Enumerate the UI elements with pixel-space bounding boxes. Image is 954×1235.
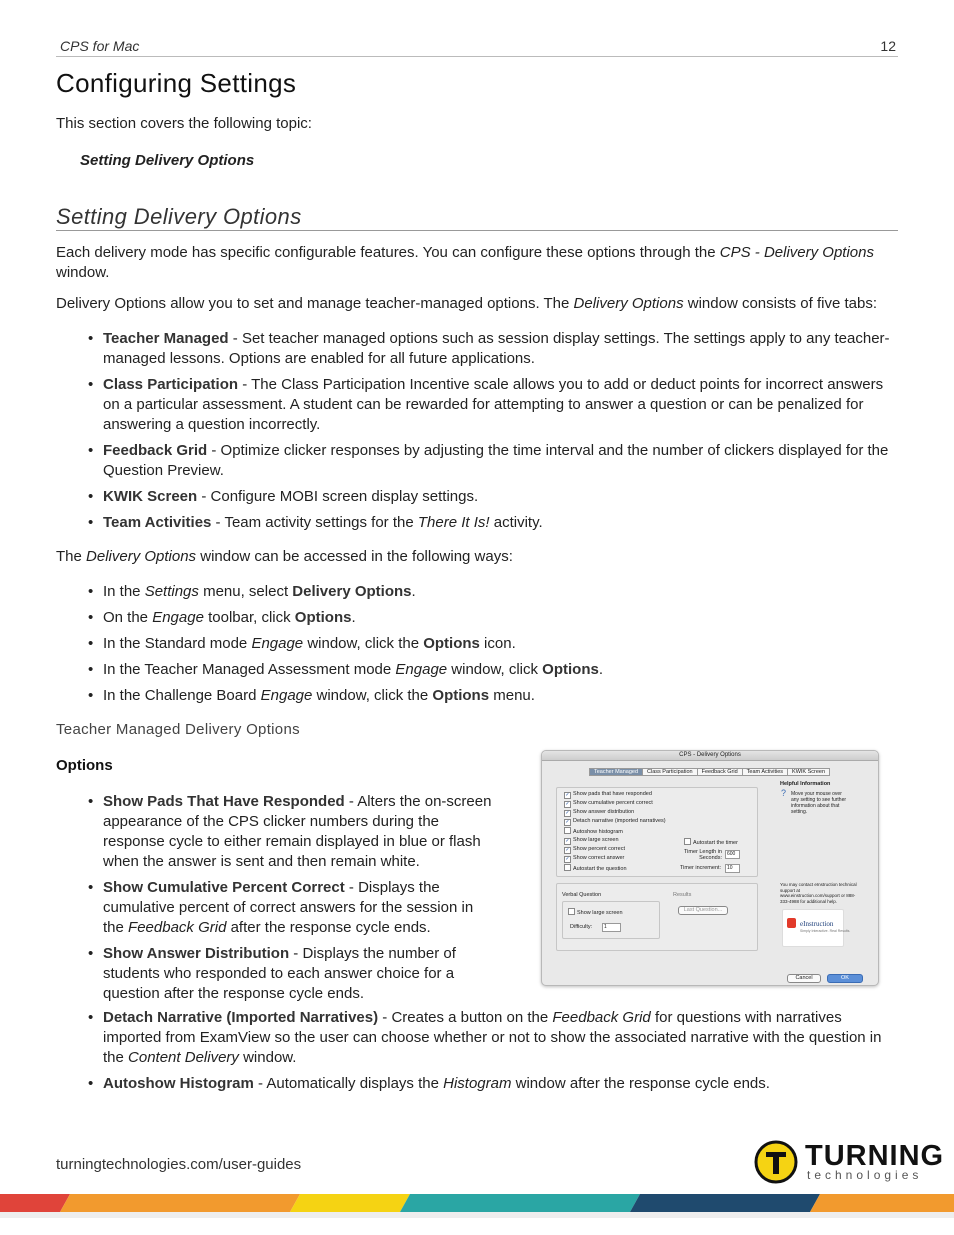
section-intro: This section covers the following topic: [56, 115, 312, 132]
checkbox-show-pads[interactable]: ✓ Show pads that have responded [565, 791, 652, 798]
list-item: • In the Standard mode Engage window, click the Options icon. [88, 635, 516, 652]
checkbox-autoshow-histogram[interactable]: Autoshow histogram [564, 827, 623, 836]
paragraph-five-tabs: Delivery Options allow you to set and manage teacher-managed options. The Delivery Options window consists of five tabs: [56, 295, 877, 312]
list-item: • Show Answer Distribution - Displays the number of students who responded to each answer choice for a question after the response cycle ends. [88, 945, 456, 1002]
header-rule [56, 56, 898, 57]
topic-link-setting-delivery-options[interactable]: Setting Delivery Options [80, 152, 255, 169]
helpful-info-text: Move your mouse over any setting to see further information about that setting. [791, 791, 847, 815]
paragraph-delivery-modes: Each delivery mode has specific configurable features. You can configure these options through the CPS - Delivery Options window. [56, 244, 874, 281]
verbal-question-label: Verbal Question [562, 892, 602, 898]
checkbox-cumulative-percent[interactable]: ✓ Show cumulative percent correct [565, 800, 653, 807]
timer-length-label: Timer Length in Seconds: [683, 849, 722, 861]
teacher-managed-heading: Teacher Managed Delivery Options [56, 721, 300, 738]
tab-class-participation[interactable]: Class Participation [642, 768, 698, 776]
checkbox-autostart-question[interactable]: Autostart the question [564, 864, 627, 873]
ok-button[interactable]: OK [827, 974, 863, 983]
brand-name: eInstruction [800, 920, 834, 928]
footer-link[interactable]: turningtechnologies.com/user-guides [56, 1156, 302, 1173]
contact-text: You may contact eInstruction technical support at www.einstruction.com/support or 888-333-4988 for additional help. [780, 882, 857, 904]
checkbox-detach-narrative[interactable]: ✓ Detach narrative (imported narratives) [565, 818, 666, 825]
timer-increment-label: Timer increment: [680, 865, 722, 871]
list-item: • On the Engage toolbar, click Options. [88, 609, 356, 626]
stripe-shadow [0, 1212, 954, 1218]
checkbox-show-percent-correct[interactable]: ✓ Show percent correct [565, 846, 625, 853]
turning-logo-icon [754, 1138, 802, 1186]
options-heading: Options [56, 757, 113, 774]
window-title: CPS - Delivery Options [542, 751, 878, 761]
list-item: • Show Pads That Have Responded - Alters the on-screen appearance of the CPS clicker numbers during the response cycle to either remain displayed in blue or flash when the answer is sent and then remain white. [88, 793, 492, 870]
tab-kwik-screen[interactable]: KWIK Screen [787, 768, 830, 776]
list-item: • Team Activities - Team activity settings for the There It Is! activity. [88, 514, 543, 531]
difficulty-select[interactable]: 1 [602, 923, 621, 932]
list-item: • Autoshow Histogram - Automatically displays the Histogram window after the response cycle ends. [88, 1075, 770, 1092]
list-item: • Teacher Managed - Set teacher managed options such as session display settings. The settings apply to any teacher-managed lessons. Options are enabled for all future applications. [88, 330, 890, 367]
cancel-button[interactable]: Cancel [787, 974, 821, 983]
list-item: • KWIK Screen - Configure MOBI screen display settings. [88, 488, 479, 505]
section-title: Configuring Settings [56, 68, 297, 98]
brand-tagline: Simply Interactive. Real Results. [800, 929, 851, 933]
list-item: • Class Participation - The Class Participation Incentive scale allows you to add or deduct points for incorrect answers on a particular assessment. A student can be rewarded for attempting to answer a question or can be penalized for answering a question incorrectly. [88, 376, 884, 433]
difficulty-label: Difficulty: [570, 924, 593, 930]
tabs-list [56, 329, 898, 539]
timer-increment-input[interactable]: 10 [725, 864, 740, 873]
options-list-wide [56, 1008, 898, 1100]
list-item: • Show Cumulative Percent Correct - Displays the cumulative percent of correct answers for the session in the Feedback Grid after the response cycle ends. [88, 879, 474, 936]
window-tabs [589, 768, 829, 776]
access-list [56, 582, 898, 712]
checkbox-autostart-timer[interactable]: Autostart the timer [684, 838, 738, 847]
logo-wordmark: TURNING [805, 1140, 945, 1172]
verbal-question-group [562, 901, 660, 939]
subsection-rule [56, 230, 898, 231]
options-list-narrow [56, 792, 496, 1010]
paragraph-access-ways: The Delivery Options window can be accessed in the following ways: [56, 548, 513, 565]
timer-length-input[interactable]: 600 [725, 850, 740, 859]
helpful-info-title: Helpful Information [780, 781, 831, 787]
list-item: • In the Settings menu, select Delivery Options. [88, 583, 416, 600]
results-label: Results [673, 892, 692, 898]
list-item: • In the Challenge Board Engage window, click the Options menu. [88, 687, 535, 704]
help-icon: ? [781, 788, 787, 798]
list-item: • In the Teacher Managed Assessment mode Engage window, click Options. [88, 661, 604, 678]
page-number: 12 [880, 38, 896, 54]
list-item: • Detach Narrative (Imported Narratives) - Creates a button on the Feedback Grid for questions with narratives imported from ExamView so the user can choose whether or not to show the associated narrative with the question in the Content Delivery window. [88, 1009, 882, 1066]
checkbox-verbal-large-screen[interactable]: Show large screen [568, 908, 623, 917]
logo-subtitle: technologies [807, 1168, 923, 1182]
checkbox-show-large-screen[interactable]: ✓ Show large screen [565, 837, 619, 844]
tab-team-activities[interactable]: Team Activities [742, 768, 788, 776]
list-item: • Feedback Grid - Optimize clicker responses by adjusting the time interval and the number of clickers displayed for the Question Preview. [88, 442, 889, 479]
brand-mark-icon [787, 918, 796, 928]
checkbox-answer-distribution[interactable]: ✓ Show answer distribution [565, 809, 635, 816]
running-header-title: CPS for Mac [60, 38, 140, 54]
footer-color-stripe [0, 1194, 954, 1212]
tab-feedback-grid[interactable]: Feedback Grid [697, 768, 743, 776]
tab-teacher-managed[interactable]: Teacher Managed [589, 768, 643, 776]
checkbox-show-correct-answer[interactable]: ✓ Show correct answer [565, 855, 625, 862]
delivery-options-window-screenshot [541, 750, 879, 986]
last-question-button[interactable]: Last Question... [678, 906, 728, 915]
subsection-title: Setting Delivery Options [56, 204, 302, 229]
